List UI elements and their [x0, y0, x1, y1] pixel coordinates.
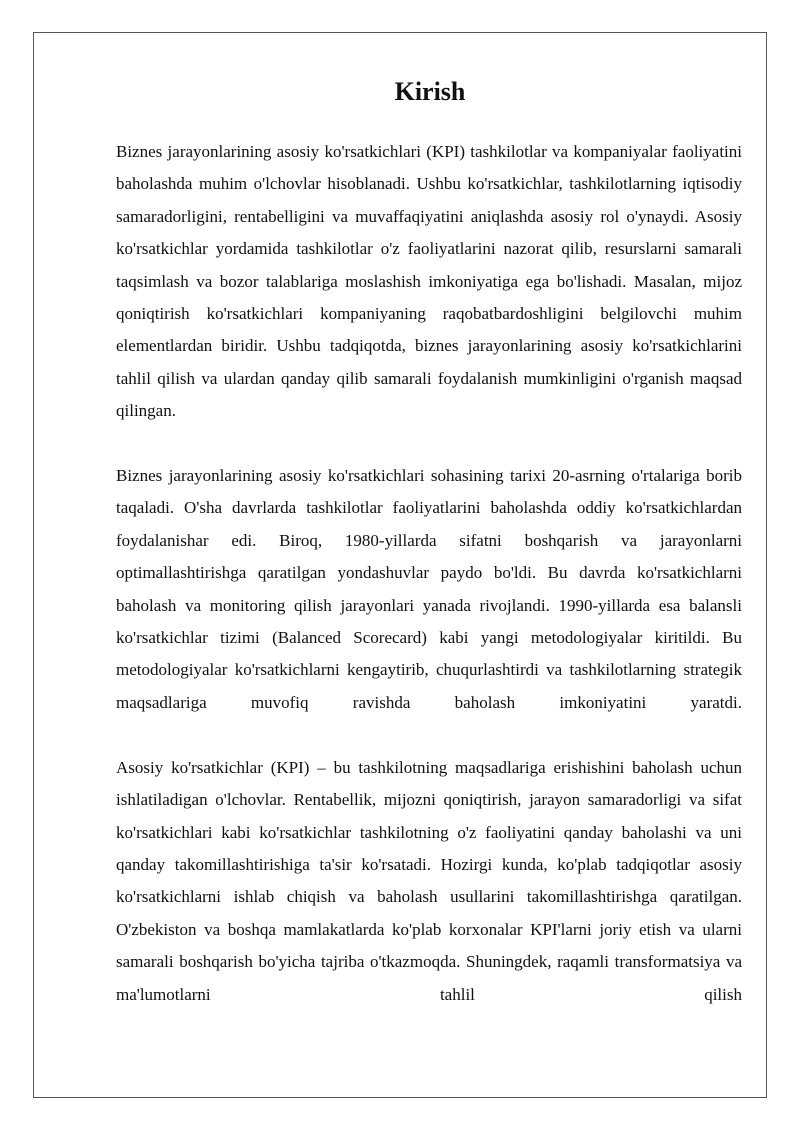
paragraph-history: Biznes jarayonlarining asosiy ko'rsatkichlari sohasining tarixi 20-asrning o'rtalariga borib taqaladi. O'sha davrlarda tashkilotlar faoliyatlarini baholashda oddiy ko'rsatkichlardan foydalanishar edi. Biroq, 1980-yillarda sifatni boshqarish va jarayonlarni optimallashtirishga qaratilgan yondashuvlar paydo bo'ldi. Bu davrda ko'rsatkichlarni baholash va monitoring qilish jarayonlari yanada rivojlandi. 1990-yillarda esa balansli ko'rsatkichlar tizimi (Balanced Scorecard) kabi yangi metodologiyalar kiritildi. Bu metodologiyalar ko'rsatkichlarni kengaytirib, chuqurlashtirdi va tashkilotlarning strategik maqsadlariga muvofiq ravishda baholash imkoniyatini yaratdi. [116, 466, 742, 712]
paragraph-kpi-definition: Asosiy ko'rsatkichlar (KPI) – bu tashkilotning maqsadlariga erishishini baholash uchun ishlatiladigan o'lchovlar. Rentabellik, mijozni qoniqtirish, jarayon samaradorligi va sifat ko'rsatkichlari kabi ko'rsatkichlar tashkilotning o'z faoliyatini qanday baholashi va uni qanday takomillashtirishiga ta'sir ko'rsatadi. Hozirgi kunda, ko'plab tadqiqotlar asosiy ko'rsatkichlarni ishlab chiqish va baholash usullarini takomillashtirishga qaratilgan. O'zbekiston va boshqa mamlakatlarda ko'plab korxonalar KPI'larni joriy etish va ularni samarali boshqarish bo'yicha tajriba o'tkazmoqda. Shuningdek, raqamli transformatsiya va ma'lumotlarni tahlil qilish [116, 757, 742, 1004]
paragraph-introduction: Biznes jarayonlarining asosiy ko'rsatkichlari (KPI) tashkilotlar va kompaniyalar faoliyatini baholashda muhim o'lchovlar hisoblanadi. Ushbu ko'rsatkichlar, tashkilotlarning iqtisodiy samaradorligini, rentabelligini va muvaffaqiyatini aniqlashda asosiy rol o'ynaydi. Asosiy ko'rsatkichlar yordamida tashkilotlar o'z faoliyatlarini nazorat qilib, resurslarni samarali taqsimlash va bozor talablariga moslashish imkoniyatiga ega bo'lishadi. Masalan, mijoz qoniqtirish ko'rsatkichlari kompaniyaning raqobatbardoshligini belgilovchi muhim elementlardan biridir. Ushbu tadqiqotda, biznes jarayonlarining asosiy ko'rsatkichlarini tahlil qilish va ulardan qanday qilib samarali foydalanish mumkinligini o'rganish maqsad qilingan. [116, 142, 742, 421]
document-title: Kirish [394, 77, 466, 106]
document-body [116, 72, 742, 1043]
